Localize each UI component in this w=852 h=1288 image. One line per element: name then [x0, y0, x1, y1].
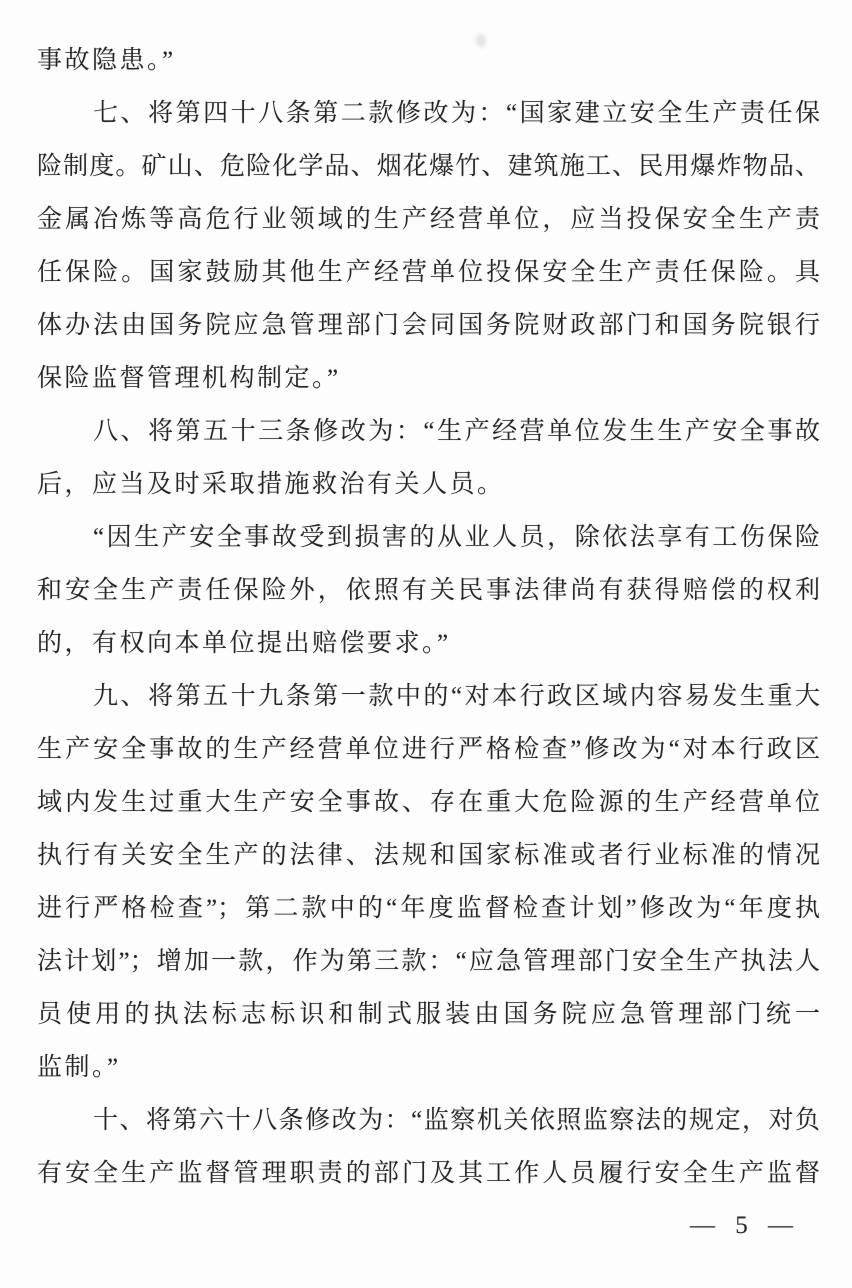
page-number: — 5 —	[690, 1212, 793, 1239]
text-line: 执行有关安全生产的法律、法规和国家标准或者行业标准的情况	[37, 842, 820, 869]
text-line: 金属冶炼等高危行业领域的生产经营单位，应当投保安全生产责	[37, 206, 820, 233]
text-line: 的，有权向本单位提出赔偿要求。”	[37, 630, 451, 657]
text-line: 七、将第四十八条第二款修改为：“国家建立安全生产责任保	[93, 100, 820, 127]
text-line: 保险监督管理机构制定。”	[37, 365, 341, 392]
text-line: 体办法由国务院应急管理部门会同国务院财政部门和国务院银行	[37, 312, 820, 339]
text-line: 九、将第五十九条第一款中的“对本行政区域内容易发生重大	[93, 683, 820, 710]
text-line: 生产安全事故的生产经营单位进行严格检查”修改为“对本行政区	[37, 736, 820, 763]
text-line: 有安全生产监督管理职责的部门及其工作人员履行安全生产监督	[37, 1160, 820, 1187]
text-line: 后，应当及时采取措施救治有关人员。	[37, 471, 505, 498]
text-line: 任保险。国家鼓励其他生产经营单位投保安全生产责任保险。具	[37, 259, 820, 286]
paragraph-amendment-10	[37, 1094, 820, 1200]
text-line: 员使用的执法标志标识和制式服装由国务院应急管理部门统一	[37, 1001, 820, 1028]
page-footer	[37, 1212, 820, 1240]
text-line: 域内发生过重大生产安全事故、存在重大危险源的生产经营单位	[37, 789, 820, 816]
scan-smudge-artifact	[476, 34, 486, 47]
paragraph-continuation	[37, 34, 820, 87]
text-line: 和安全生产责任保险外，依照有关民事法律尚有获得赔偿的权利	[37, 577, 820, 604]
text-line: “因生产安全事故受到损害的从业人员，除依法享有工伤保险	[93, 524, 820, 551]
text-line: 法计划”；增加一款，作为第三款：“应急管理部门安全生产执法人	[37, 948, 820, 975]
paragraph-amendment-7	[37, 87, 820, 405]
text-line: 险制度。矿山、危险化学品、烟花爆竹、建筑施工、民用爆炸物品、	[37, 153, 820, 180]
text-line: 十、将第六十八条修改为：“监察机关依照监察法的规定，对负	[93, 1107, 820, 1134]
text-line: 监制。”	[37, 1054, 121, 1081]
paragraph-amendment-9	[37, 670, 820, 1094]
text-line: 八、将第五十三条修改为：“生产经营单位发生生产安全事故	[93, 418, 820, 445]
text-line: 事故隐患。”	[37, 47, 176, 74]
paragraph-amendment-8	[37, 405, 820, 511]
text-line: 进行严格检查”；第二款中的“年度监督检查计划”修改为“年度执	[37, 895, 820, 922]
paragraph-amendment-8-quote	[37, 511, 820, 670]
